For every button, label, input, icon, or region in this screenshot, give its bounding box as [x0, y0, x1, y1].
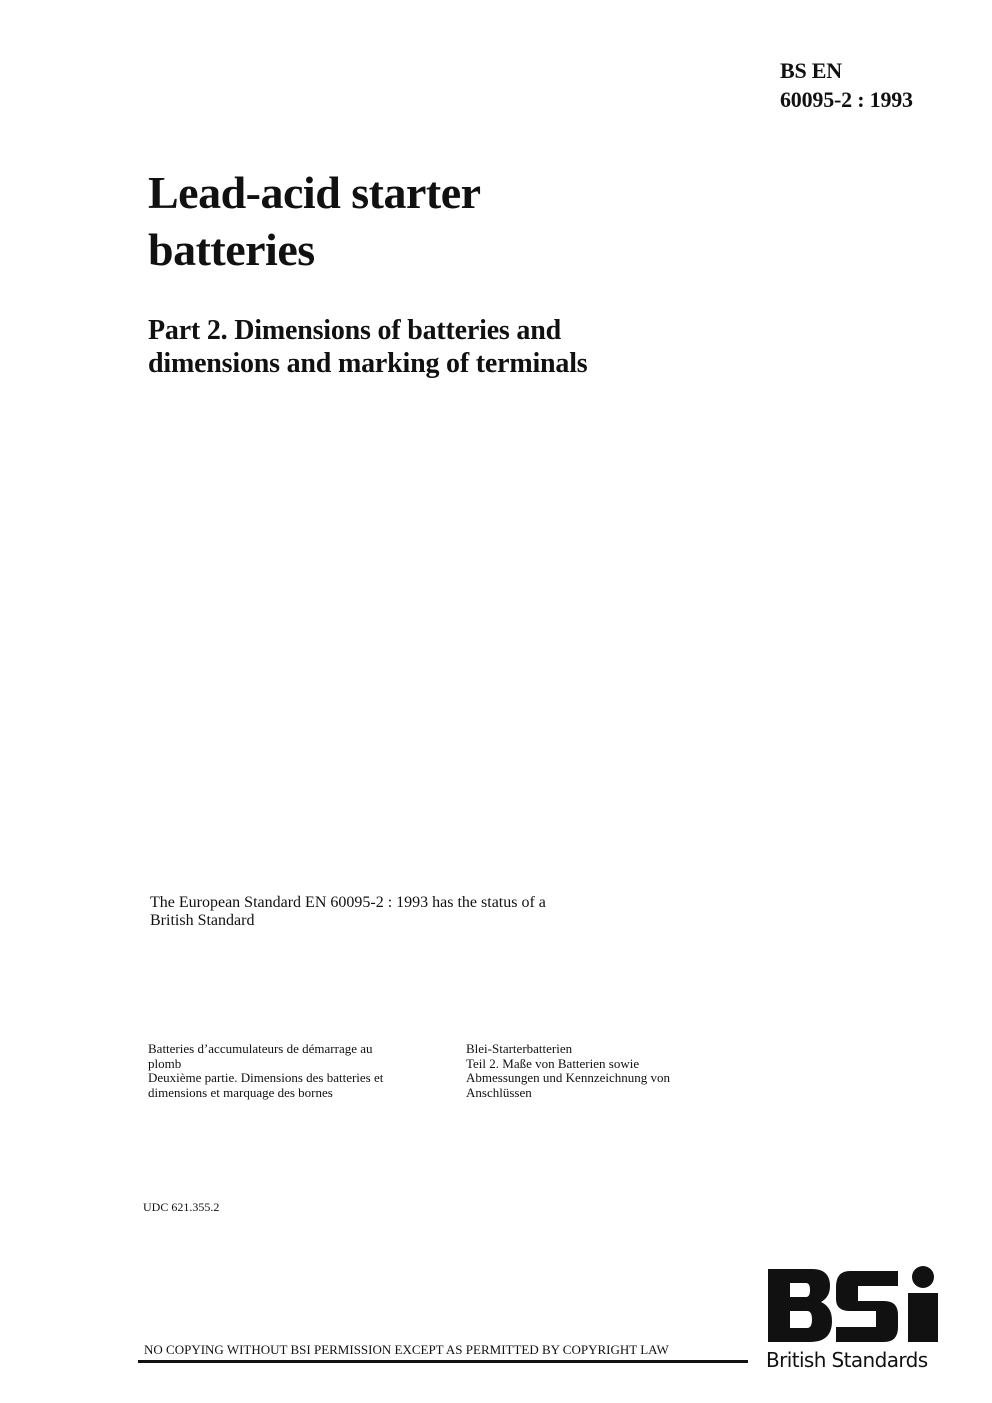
standard-number-line1: BS EN — [780, 58, 842, 83]
bsi-logo — [766, 1265, 942, 1373]
udc-code: UDC 621.355.2 — [143, 1200, 220, 1214]
french-title-line: Batteries d’accumulateurs de démarrage au — [148, 1041, 373, 1056]
german-title-line: Teil 2. Maße von Batterien sowie — [466, 1055, 640, 1071]
french-title-line: plomb — [148, 1055, 182, 1071]
bsi-logo-icon — [766, 1265, 942, 1345]
french-title — [148, 1042, 448, 1100]
document-subtitle — [148, 314, 588, 380]
bsi-tagline: British Standards — [766, 1348, 928, 1372]
french-title-line: Deuxième partie. Dimensions des batteries et — [148, 1070, 384, 1085]
status-statement-line2: British Standard — [150, 912, 255, 929]
copyright-notice-text: NO COPYING WITHOUT BSI PERMISSION EXCEPT AS PERMITTED BY COPYRIGHT LAW — [144, 1342, 669, 1357]
german-title-line: Blei-Starterbatterien — [466, 1041, 573, 1056]
status-statement-line1: The European Standard EN 60095-2 : 1993 has the status of a — [150, 894, 546, 911]
document-title — [148, 164, 481, 278]
copyright-notice — [138, 1343, 748, 1363]
document-subtitle-line1: Part 2. Dimensions of batteries and — [148, 315, 561, 346]
document-subtitle-line2: dimensions and marking of terminals — [148, 348, 588, 379]
french-title-line: dimensions et marquage des bornes — [148, 1084, 333, 1100]
document-title-line1: Lead-acid starter — [148, 167, 481, 218]
standard-number-line2: 60095-2 : 1993 — [780, 87, 913, 112]
status-statement — [150, 894, 670, 930]
german-title — [466, 1042, 746, 1100]
german-title-line: Anschlüssen — [466, 1084, 532, 1100]
standard-number — [780, 56, 913, 114]
german-title-line: Abmessungen und Kennzeichnung von — [466, 1070, 670, 1085]
document-title-line2: batteries — [148, 224, 315, 275]
